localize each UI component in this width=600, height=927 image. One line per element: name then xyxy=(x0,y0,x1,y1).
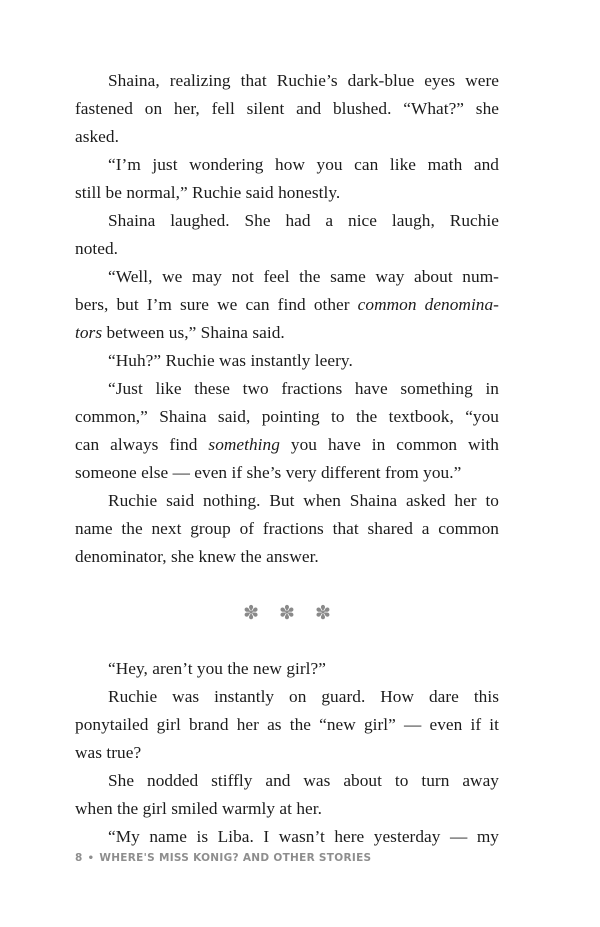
italic-phrase: tors xyxy=(75,323,103,342)
body-text xyxy=(75,67,499,851)
text-line: name the next group of fractions that shared a common xyxy=(75,519,499,538)
text-line: “Well, we may not feel the same way about num- xyxy=(108,267,499,286)
text-line: still be normal,” Ruchie said honestly. xyxy=(75,183,341,202)
text-line: “My name is Liba. I wasn’t here yesterday — my xyxy=(108,827,499,846)
italic-phrase: something xyxy=(208,435,280,454)
text-line: denominator, she knew the answer. xyxy=(75,547,319,566)
text-line: was true? xyxy=(75,743,142,762)
scene-break-ornament: ✽ ✽ ✽ xyxy=(243,602,338,624)
text-line: “Huh?” Ruchie was instantly leery. xyxy=(108,351,353,370)
text-line: someone else — even if she’s very different from you.” xyxy=(75,463,462,482)
text-line: asked. xyxy=(75,127,119,146)
spacer xyxy=(75,571,499,599)
text-line: when the girl smiled warmly at her. xyxy=(75,799,322,818)
text-line: noted. xyxy=(75,239,119,258)
text-line: “Hey, aren’t you the new girl?” xyxy=(108,659,326,678)
running-footer xyxy=(75,852,371,864)
spacer xyxy=(75,627,499,655)
text-line xyxy=(75,431,499,459)
text-run: can always find xyxy=(75,435,209,454)
italic-phrase: common denomina- xyxy=(357,295,499,314)
text-line: Shaina laughed. She had a nice laugh, Ruchie xyxy=(108,211,499,230)
text-run: you have in common with xyxy=(279,435,499,454)
text-run: bers, but I’m sure we can find other xyxy=(75,295,358,314)
text-line: fastened on her, fell silent and blushed. “What?” she xyxy=(75,99,499,118)
text-line: She nodded stiffly and was about to turn away xyxy=(108,771,499,790)
text-line: “Just like these two fractions have something in xyxy=(108,379,499,398)
text-line: Shaina, realizing that Ruchie’s dark-blue eyes were xyxy=(108,71,499,90)
text-line: ponytailed girl brand her as the “new girl” — even if it xyxy=(75,715,499,734)
text-line: Ruchie said nothing. But when Shaina asked her to xyxy=(108,491,499,510)
page-number: 8 xyxy=(75,852,83,864)
text-line: Ruchie was instantly on guard. How dare this xyxy=(108,687,499,706)
text-line xyxy=(75,319,499,347)
book-title: WHERE'S MISS KONIG? AND OTHER STORIES xyxy=(99,852,372,864)
text-line: common,” Shaina said, pointing to the textbook, “you xyxy=(75,407,499,426)
text-run: between us,” Shaina said. xyxy=(102,323,285,342)
text-line xyxy=(75,291,499,319)
footer-separator: • xyxy=(87,853,95,864)
text-line: “I’m just wondering how you can like math and xyxy=(108,155,499,174)
